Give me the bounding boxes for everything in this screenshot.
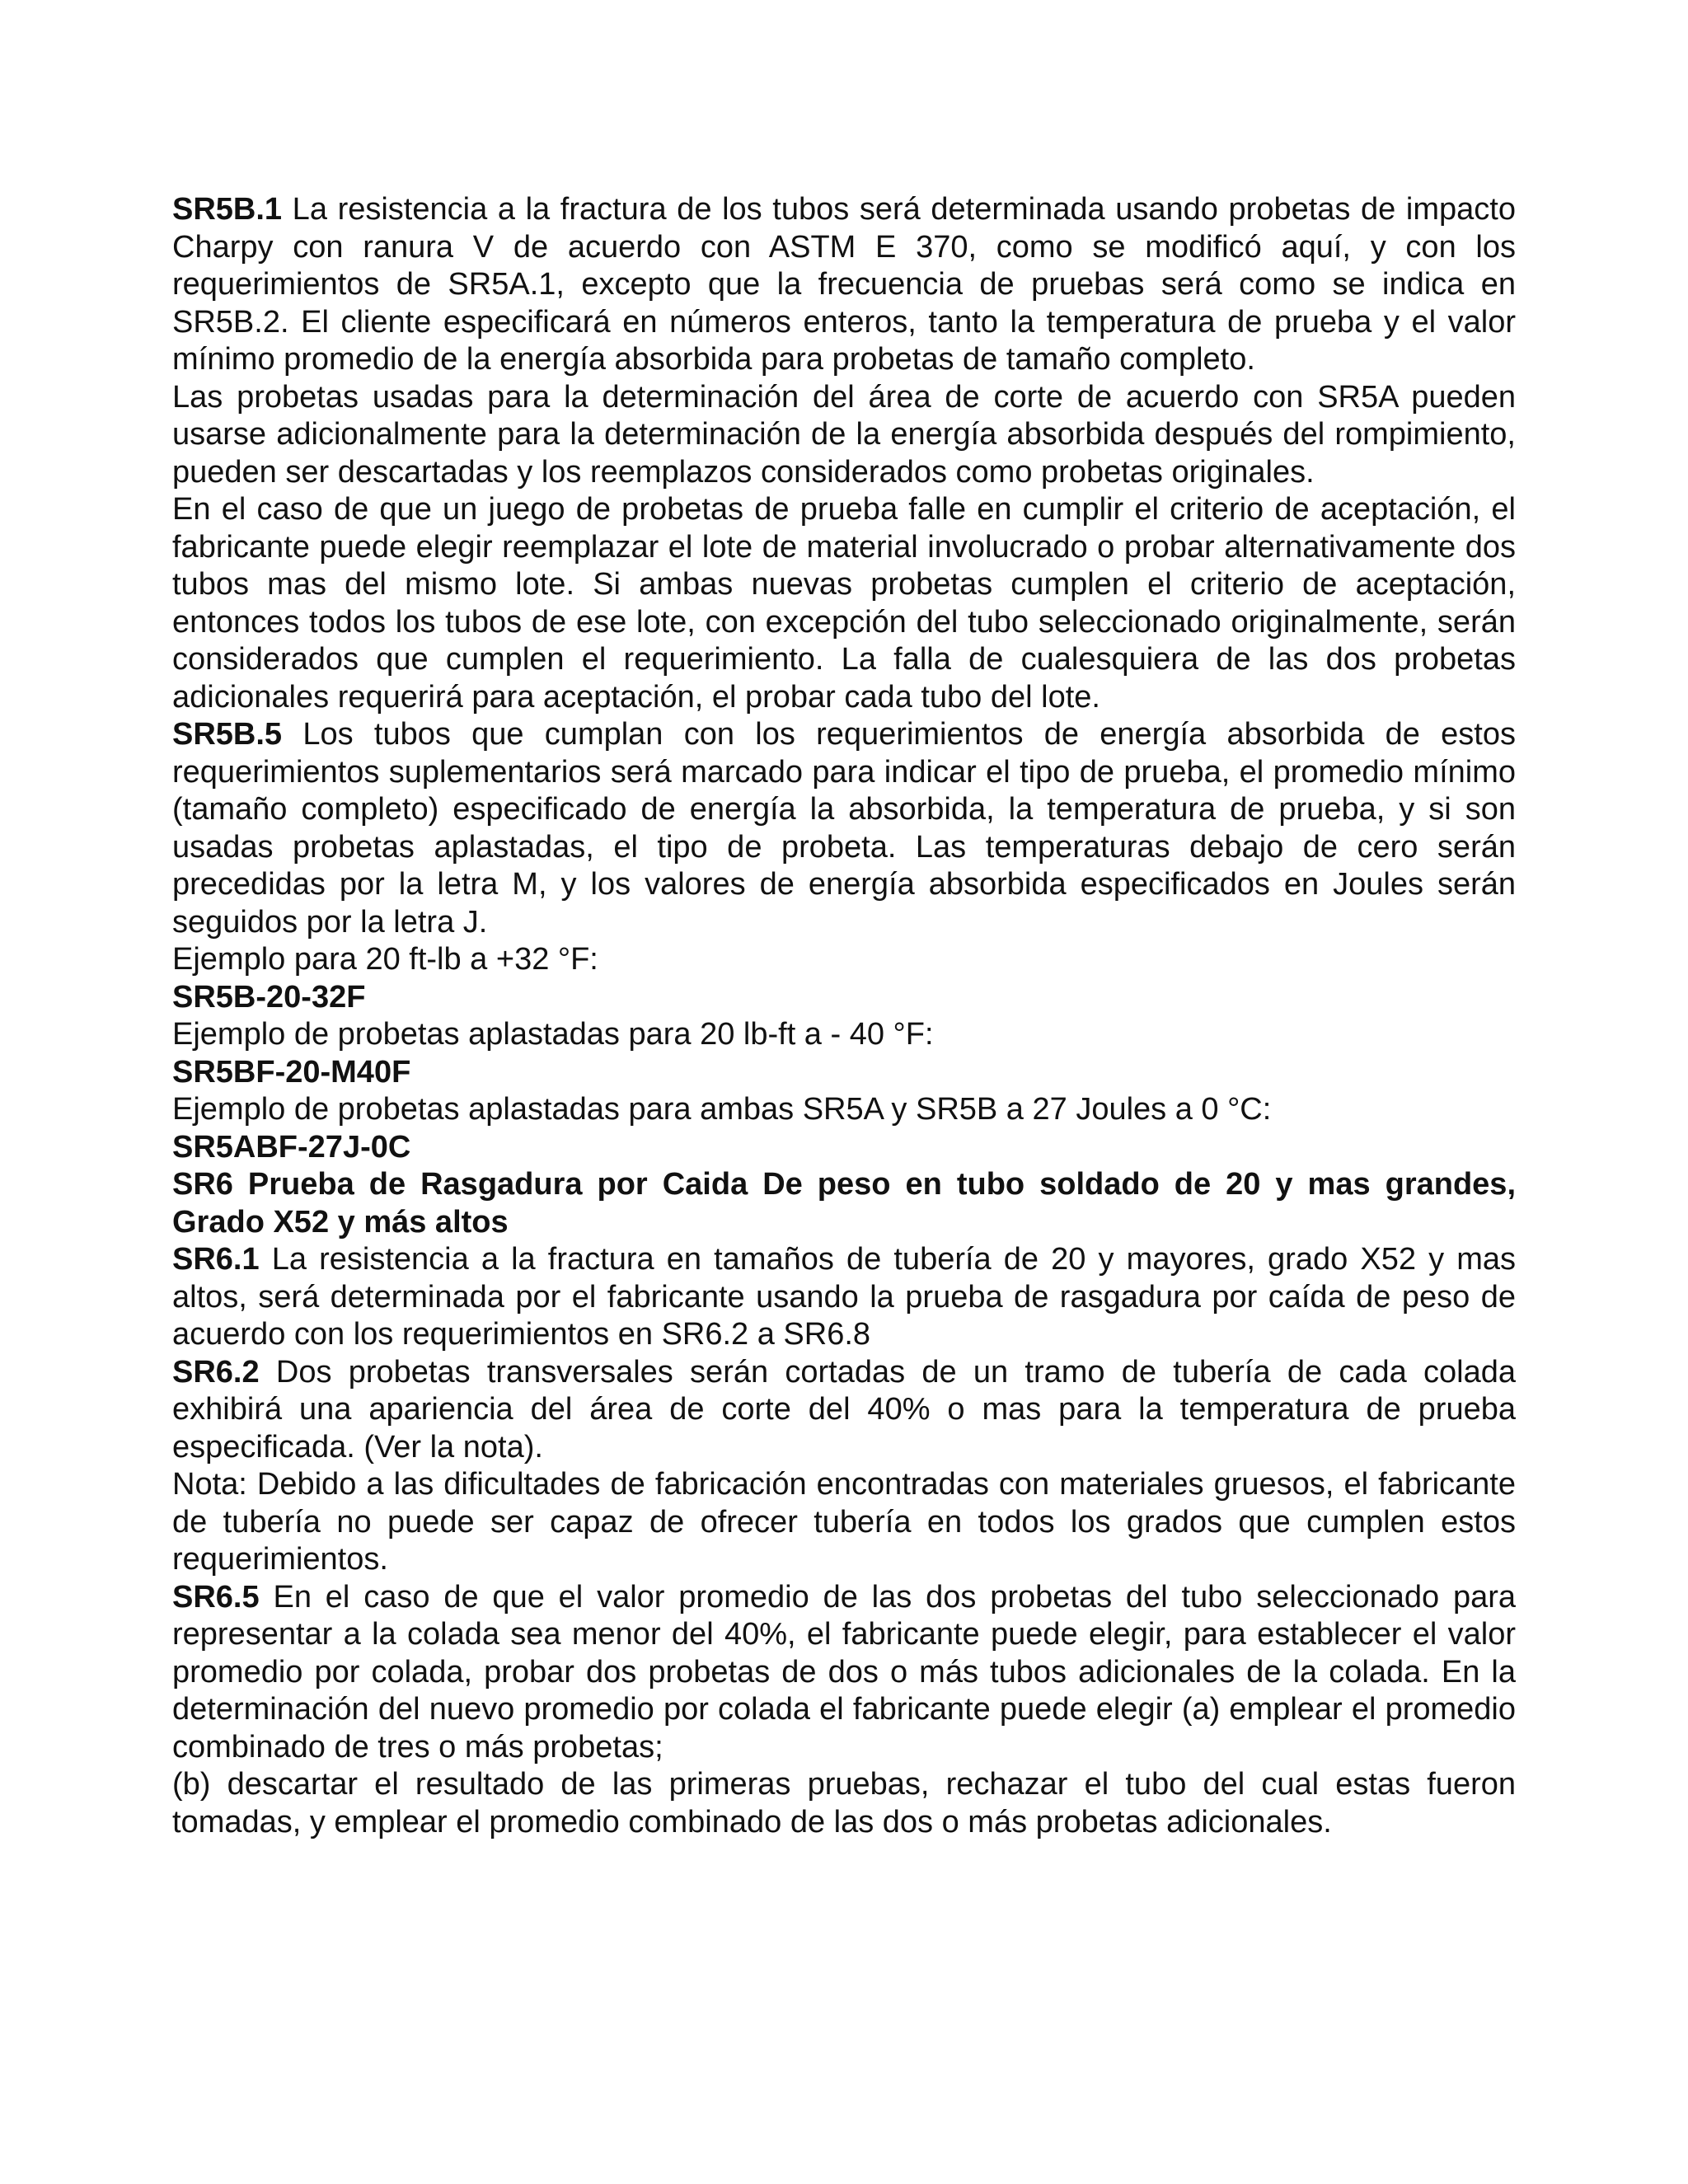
example-caption-2: Ejemplo de probetas aplastadas para 20 lb-ft a - 40 °F: xyxy=(172,1017,934,1052)
paragraph-nota: Nota: Debido a las dificultades de fabricación encontradas con materiales gruesos, el fabricante de tubería no puede ser capaz de ofrecer tubería en todos los grados que cumplen estos requerimientos. xyxy=(172,1467,1516,1577)
paragraph-text: Dos probetas transversales serán cortadas de un tramo de tubería de cada colada exhibirá una apariencia del área de corte del 40% o mas para la temperatura de prueba especificada. (Ver la nota). xyxy=(172,1354,1516,1465)
example-caption-1: Ejemplo para 20 ft-lb a +32 °F: xyxy=(172,942,598,977)
paragraph-descartar-resultado: (b) descartar el resultado de las primeras pruebas, rechazar el tubo del cual estas fueron tomadas, y emplear el promedio combinado de las dos o más probetas adicionales. xyxy=(172,1767,1516,1840)
section-heading-sr6: SR6 Prueba de Rasgadura por Caida De peso en tubo soldado de 20 y mas grandes, Grado X52 y más altos xyxy=(172,1167,1516,1240)
paragraph-criterio-aceptacion: En el caso de que un juego de probetas de prueba falle en cumplir el criterio de aceptación, el fabricante puede elegir reemplazar el lote de material involucrado o probar alternativamente dos tubos mas del mismo lote. Si ambas nuevas probetas cumplen el criterio de aceptación, entonces todos los tubos de ese lote, con excepción del tubo seleccionado originalmente, serán considerados que cumplen el requerimiento. La falla de cualesquiera de las dos probetas adicionales requerirá para aceptación, el probar cada tubo del lote. xyxy=(172,492,1516,715)
example-code-2: SR5BF-20-M40F xyxy=(172,1054,411,1090)
section-label: SR5B.5 xyxy=(172,717,283,752)
paragraph-sr6-2 xyxy=(172,1354,1516,1467)
section-label: SR6.5 xyxy=(172,1579,260,1615)
paragraph-sr6-5 xyxy=(172,1579,1516,1767)
paragraph-text: La resistencia a la fractura de los tubos será determinada usando probetas de impacto Charpy con ranura V de acuerdo con ASTM E 370, como se modificó aquí, y con los requerimientos de SR5A.1, excepto que la frecuencia de pruebas será como se indica en SR5B.2. El cliente especificará en números enteros, tanto la temperatura de prueba y el valor mínimo promedio de la energía absorbida para probetas de tamaño completo. xyxy=(172,192,1516,377)
example-code-1: SR5B-20-32F xyxy=(172,979,366,1015)
paragraph-probetas-area-corte: Las probetas usadas para la determinación del área de corte de acuerdo con SR5A pueden usarse adicionalmente para la determinación de la energía absorbida después del rompimiento, pueden ser descartadas y los reemplazos considerados como probetas originales. xyxy=(172,379,1516,490)
section-label: SR6.1 xyxy=(172,1242,260,1277)
paragraph-sr5b-1 xyxy=(172,191,1516,379)
section-label: SR5B.1 xyxy=(172,192,283,227)
section-label: SR6.2 xyxy=(172,1354,260,1390)
document-page xyxy=(172,191,1516,1841)
paragraph-text: La resistencia a la fractura en tamaños de tubería de 20 y mayores, grado X52 y mas altos, será determinada por el fabricante usando la prueba de rasgadura por caída de peso de acuerdo con los requerimientos en SR6.2 a SR6.8 xyxy=(172,1242,1516,1352)
example-caption-3: Ejemplo de probetas aplastadas para ambas SR5A y SR5B a 27 Joules a 0 °C: xyxy=(172,1092,1272,1127)
paragraph-text: Los tubos que cumplan con los requerimientos de energía absorbida de estos requerimientos suplementarios será marcado para indicar el tipo de prueba, el promedio mínimo (tamaño completo) especificado de energía la absorbida, la temperatura de prueba, y si son usadas probetas aplastadas, el tipo de probeta. Las temperaturas debajo de cero serán precedidas por la letra M, y los valores de energía absorbida especificados en Joules serán seguidos por la letra J. xyxy=(172,717,1516,940)
paragraph-sr6-1 xyxy=(172,1241,1516,1354)
paragraph-sr5b-5 xyxy=(172,716,1516,941)
paragraph-text: En el caso de que el valor promedio de las dos probetas del tubo seleccionado para representar a la colada sea menor del 40%, el fabricante puede elegir, para establecer el valor promedio por colada, probar dos probetas de dos o más tubos adicionales de la colada. En la determinación del nuevo promedio por colada el fabricante puede elegir (a) emplear el promedio combinado de tres o más probetas; xyxy=(172,1579,1516,1765)
example-code-3: SR5ABF-27J-0C xyxy=(172,1129,411,1165)
